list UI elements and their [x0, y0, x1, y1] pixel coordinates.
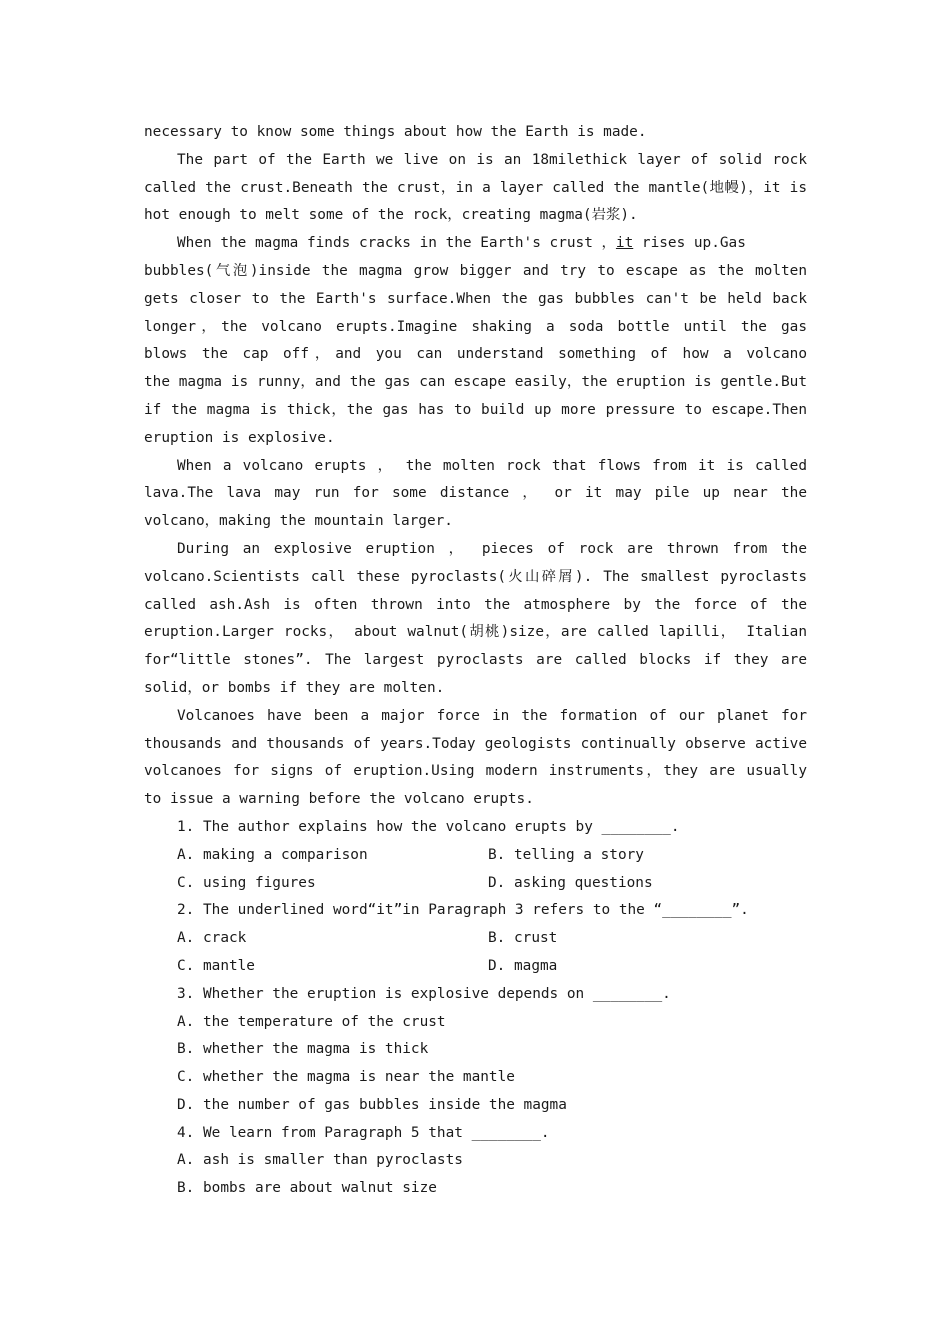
passage-text: When the magma finds cracks in the Earth's crust ，	[177, 235, 616, 252]
option-b: B. telling a story	[488, 846, 644, 863]
passage-line: eruption is explosive.	[144, 429, 335, 446]
option-d: D. magma	[488, 957, 558, 974]
option-row	[144, 842, 807, 870]
option-d: D. asking questions	[488, 874, 653, 891]
passage-line: hot enough to melt some of the rock，creating magma(岩浆).	[144, 207, 638, 224]
passage-line	[144, 230, 807, 258]
passage-line: When a volcano erupts ， the molten rock that flows from it is called	[177, 457, 807, 474]
option-row	[144, 953, 807, 981]
option-b: B. crust	[488, 930, 558, 947]
underlined-word: it	[615, 235, 634, 252]
passage-line: for“little stones”. The largest pyroclasts are called blocks if they are	[144, 652, 807, 669]
passage-line: gets closer to the Earth's surface.When the gas bubbles can't be held back	[144, 290, 807, 307]
passage-line: longer，the volcano erupts.Imagine shaking a soda bottle until the gas	[144, 318, 807, 335]
passage-text: rises up.Gas	[633, 235, 746, 252]
passage-body	[144, 119, 807, 1203]
passage-line: The part of the Earth we live on is an 18milethick layer of solid rock	[177, 151, 807, 168]
option-row	[144, 925, 807, 953]
passage-line: the magma is runny，and the gas can escape easily，the eruption is gentle.But	[144, 374, 807, 391]
option-d: D. the number of gas bubbles inside the magma	[177, 1096, 567, 1113]
passage-line: eruption.Larger rocks， about walnut(胡桃)size，are called lapilli， Italian	[144, 624, 807, 641]
option-b: B. bombs are about walnut size	[177, 1180, 437, 1197]
question-stem: 1. The author explains how the volcano erupts by ________.	[177, 818, 680, 835]
option-a: A. crack	[177, 930, 247, 947]
passage-line: thousands and thousands of years.Today geologists continually observe active	[144, 735, 807, 752]
option-a: A. making a comparison	[177, 846, 368, 863]
passage-line: if the magma is thick，the gas has to build up more pressure to escape.Then	[144, 401, 807, 418]
option-c: C. whether the magma is near the mantle	[177, 1069, 515, 1086]
passage-line: called ash.Ash is often thrown into the atmosphere by the force of the	[144, 596, 807, 613]
passage-line: blows the cap off，and you can understand something of how a volcano	[144, 346, 807, 363]
passage-line: bubbles(气泡)inside the magma grow bigger and try to escape as the molten	[144, 262, 807, 279]
passage-line: Volcanoes have been a major force in the formation of our planet for	[177, 707, 807, 724]
option-a: A. ash is smaller than pyroclasts	[177, 1152, 463, 1169]
question-stem: 2. The underlined word“it”in Paragraph 3 refers to the “________”.	[177, 902, 749, 919]
option-c: C. mantle	[177, 957, 255, 974]
passage-line: During an explosive eruption ， pieces of rock are thrown from the	[177, 540, 807, 557]
question-stem: 3. Whether the eruption is explosive depends on ________.	[177, 985, 671, 1002]
option-c: C. using figures	[177, 874, 316, 891]
option-b: B. whether the magma is thick	[177, 1041, 429, 1058]
passage-line: solid，or bombs if they are molten.	[144, 679, 445, 696]
option-row	[144, 870, 807, 898]
passage-line: volcano.Scientists call these pyroclasts(火山碎屑). The smallest pyroclasts	[144, 568, 807, 585]
option-a: A. the temperature of the crust	[177, 1013, 446, 1030]
passage-line: lava.The lava may run for some distance ， or it may pile up near the	[144, 485, 807, 502]
passage-line: volcanoes for signs of eruption.Using modern instruments，they are usually	[144, 763, 807, 780]
passage-line: called the crust.Beneath the crust，in a layer called the mantle(地幔)，it is	[144, 179, 807, 196]
passage-line: necessary to know some things about how the Earth is made.	[144, 124, 647, 140]
question-stem: 4. We learn from Paragraph 5 that ________.	[177, 1124, 550, 1141]
passage-line: to issue a warning before the volcano erupts.	[144, 791, 534, 808]
passage-line: volcano，making the mountain larger.	[144, 513, 453, 530]
